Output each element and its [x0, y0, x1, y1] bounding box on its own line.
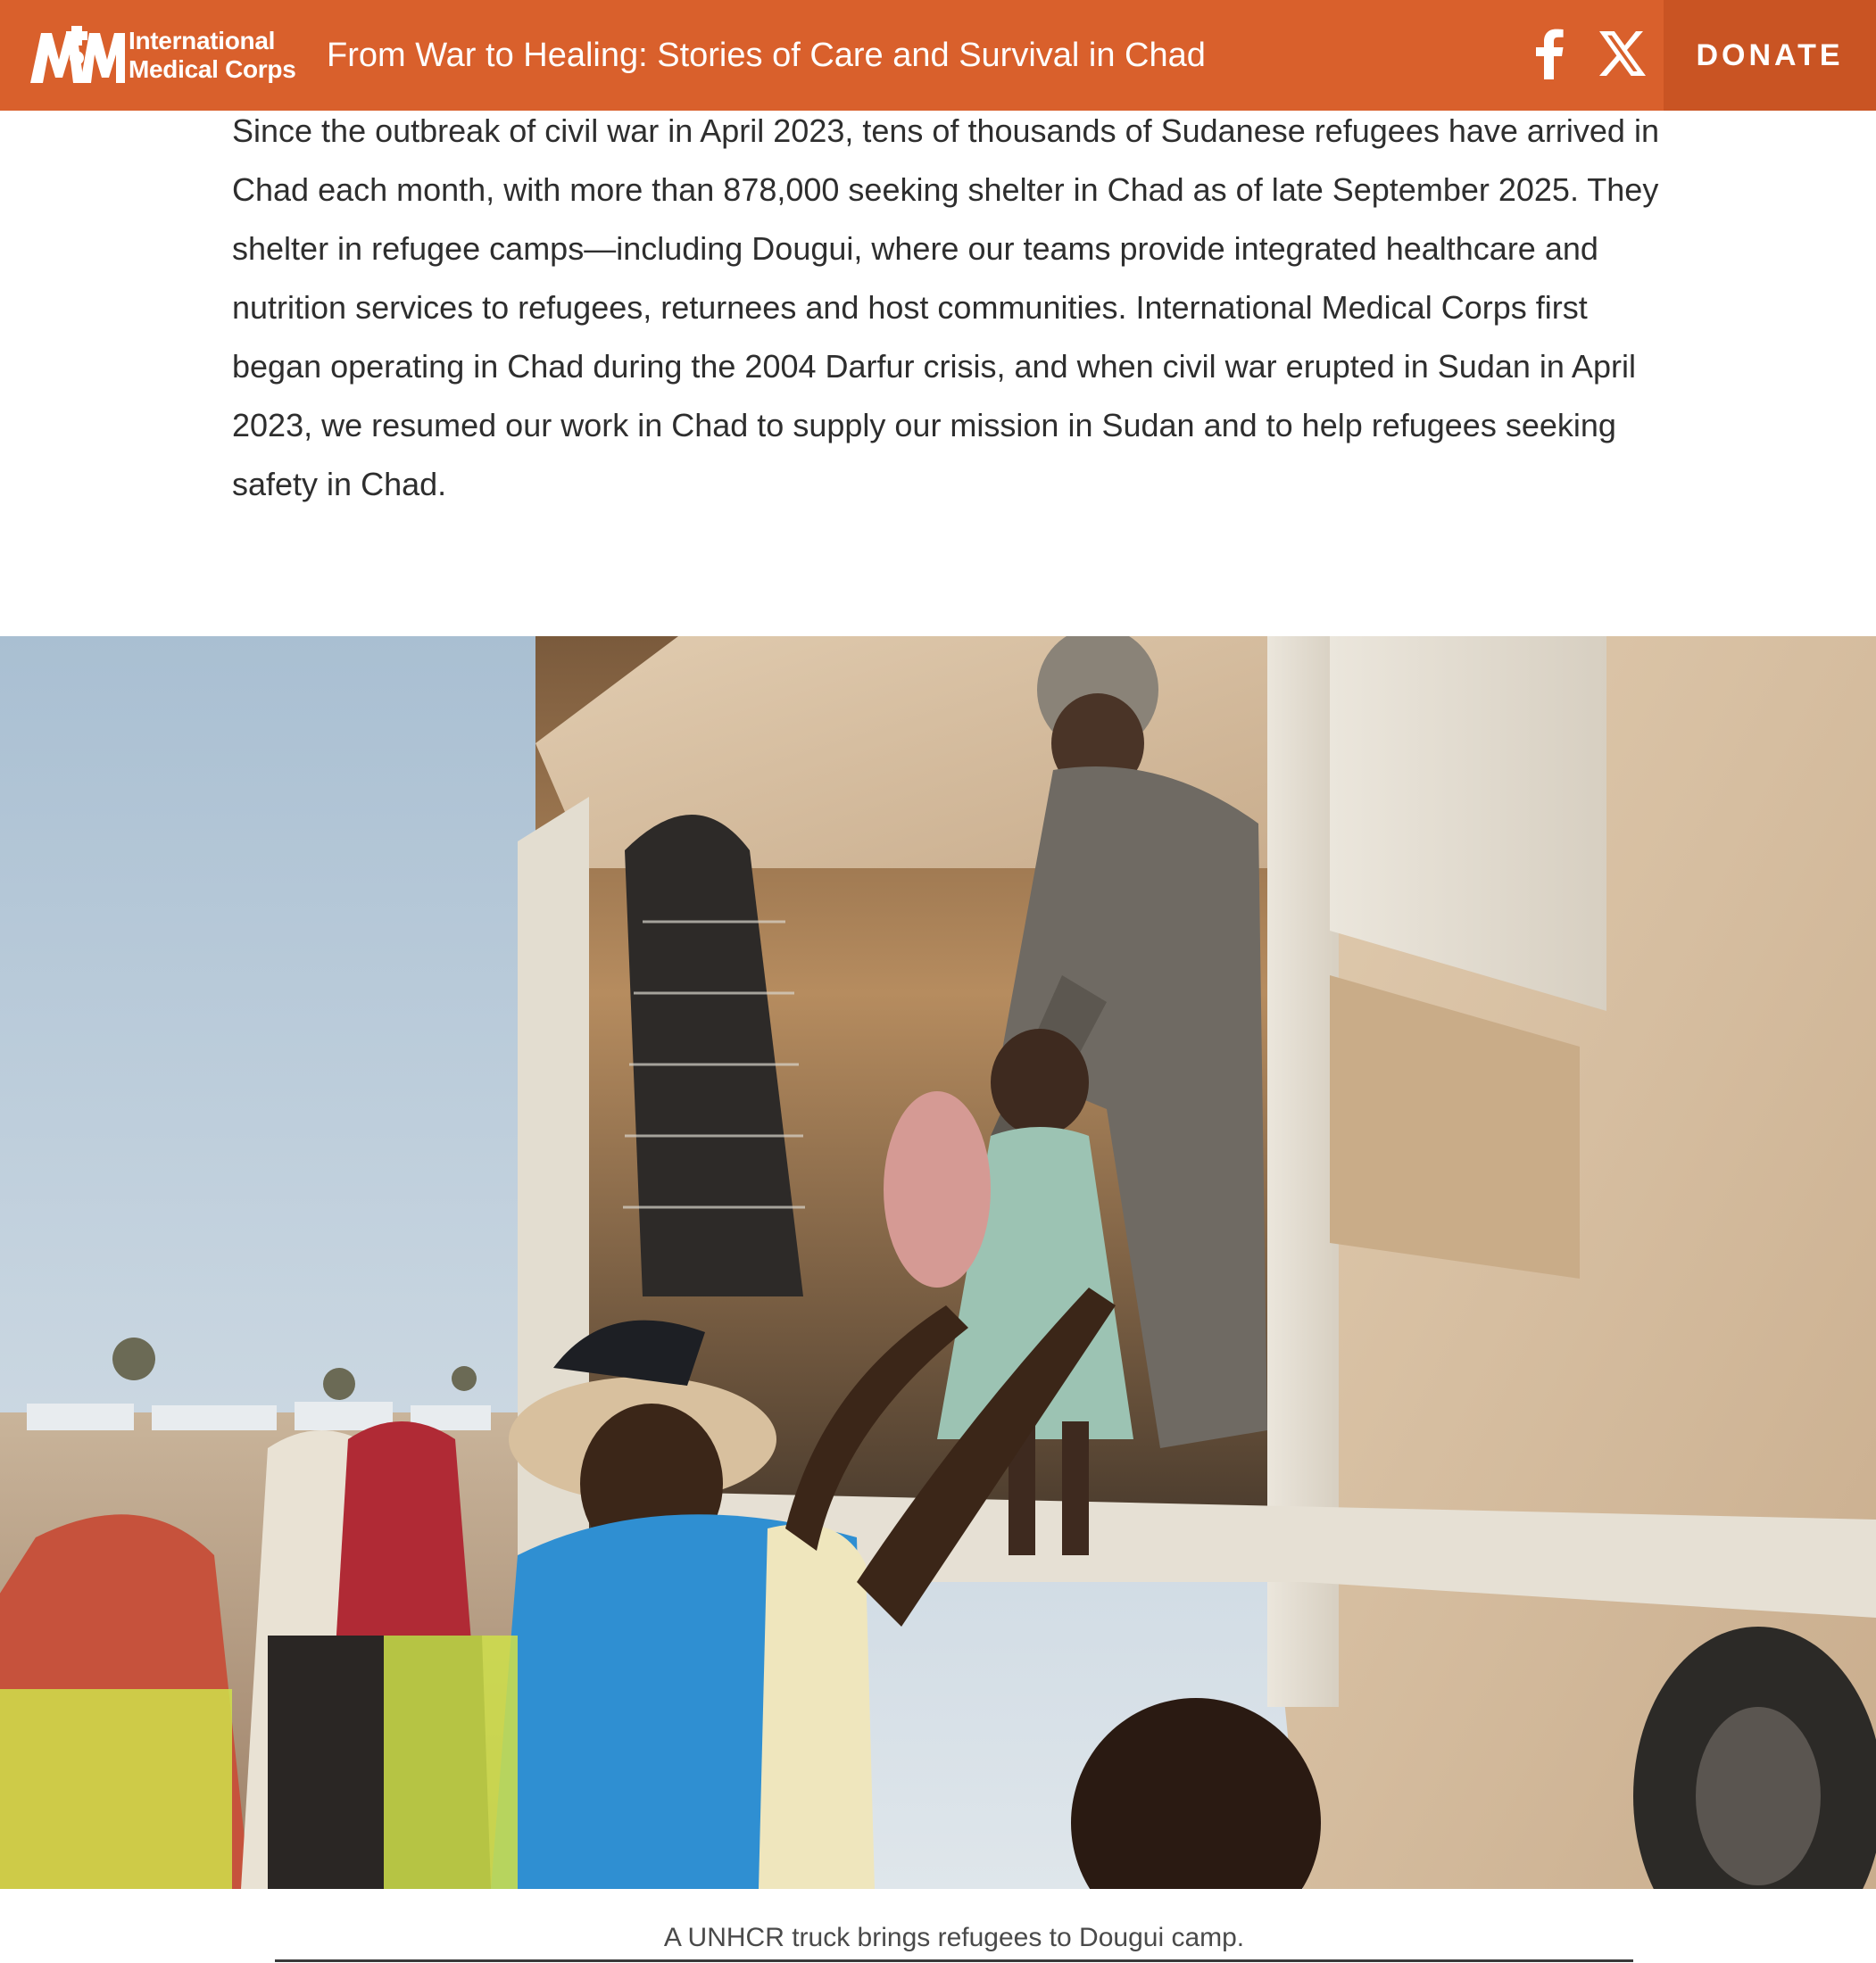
refugee-truck-image: [0, 636, 1876, 1889]
facebook-share-button[interactable]: [1521, 25, 1578, 82]
logo-line-1: International: [129, 27, 276, 54]
facebook-icon: [1534, 28, 1565, 79]
x-icon: [1599, 31, 1646, 76]
caption-divider: [275, 1959, 1633, 1962]
article-photo: [0, 636, 1876, 1889]
article-paragraph: Since the outbreak of civil war in April 2023, tens of thousands of Sudanese refugees have arrived in Chad each month, with more than 878,000 seeking shelter in Chad as of late September 2025. They shelter in refugee camps—including Dougui, where our teams provide integrated healthcare and nutrition services to refugees, returnees and host communities. International Medical Corps first began operating in Chad during the 2004 Darfur crisis, and when civil war erupted in Sudan in April 2023, we resumed our work in Chad to supply our mission in Sudan and to help refugees seeking safety in Chad.: [232, 112, 1659, 502]
logo-line-2: Medical Corps: [129, 55, 296, 83]
logo[interactable]: [27, 20, 299, 91]
donate-button[interactable]: DONATE: [1664, 0, 1876, 111]
x-share-button[interactable]: [1594, 25, 1651, 82]
photo-caption: A UNHCR truck brings refugees to Dougui camp.: [663, 1923, 1245, 1952]
logo-text: [129, 27, 295, 84]
page-title: From War to Healing: Stories of Care and Survival in Chad: [327, 37, 1206, 74]
logo-mark-icon: [27, 24, 127, 87]
site-header: [0, 0, 1876, 111]
